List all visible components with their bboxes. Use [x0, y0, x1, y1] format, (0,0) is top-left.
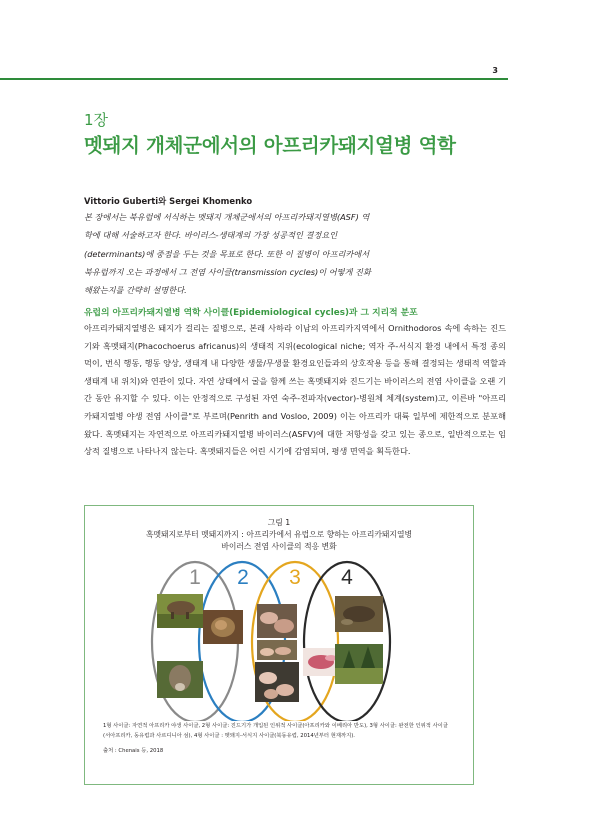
figure-box	[84, 505, 474, 785]
stage-3-number: 3	[289, 566, 301, 589]
chapter-title: 멧돼지 개체군에서의 아프리카돼지열병 역학	[84, 134, 456, 157]
warthog-photo	[157, 594, 203, 628]
body-paragraph: 아프리카돼지열병은 돼지가 걸리는 질병으로, 본래 사하라 이남의 아프리카지역에서 Ornithodoros 속에 속하는 진드기와 혹멧돼지(Phacochoerus africanus)의 생태적 지위(ecological niche; 역자 주-서식지 환경 내에서 특정 종의 먹이, 번식 행동, 행동 양상, 생태계 내 다양한 생물/무생물 환경요인들과의 상호작용 등을 통해 결정되는 생태적 역할과 생태계 내 위치)와 연관이 있다. 자연 상태에서 굴을 함께 쓰는 혹멧돼지와 진드기는 바이러스의 전염 사이클을 오랜 기간 동안 유지할 수 있다. 이는 안정적으로 구성된 자연 숙주-전파자(vector)-병원체 체계(system)고, 이른바 "아프리카돼지열병 야생 전염 사이클"로 부르며(Penrith and Vosloo, 2009) 이는 아프리카 대륙 일부에 제한적으로 분포해왔다. 혹멧돼지는 자연적으로 아프리카돼지열병 바이러스(ASFV)에 대한 저항성을 갖고 있는 종으로, 일반적으로는 임상적 질병으로 나타나지 않는다. 혹멧돼지들은 어린 시기에 감염되며, 평생 면역을 획득한다.	[84, 323, 506, 457]
section-heading: 유럽의 아프리카돼지열병 역학 사이클(Epidemiological cycles)과 그 지리적 분포	[84, 308, 418, 318]
chapter-label: 1장	[84, 111, 109, 129]
header-rule	[0, 78, 508, 80]
abstract: 본 장에서는 북유럽에 서식하는 멧돼지 개체군에서의 아프리카돼지열병(ASF) 역학에 대해 서술하고자 한다. 바이러스-생태계의 가장 성공적인 결정요인(determinants)에 중점을 두는 것을 목표로 한다. 또한 이 질병이 아프리카에서 북유럽까지 오는 과정에서 그 전염 사이클(transmission cycles)이 어떻게 진화해왔는지를 간략히 설명한다.	[84, 212, 371, 296]
piglets-photo	[255, 662, 299, 702]
page-number: 3	[492, 66, 498, 75]
figure-caption: 1형 사이클: 자연적 아프리카 야생 사이클, 2형 사이클: 진드기가 개입된 인위적 사이클(아프리카와 이베리아 반도), 3형 사이클: 완전한 인위적 사이클(서아프리카, 동유럽과 사르디니아 섬), 4형 사이클 : 멧돼지-서식지 사이클(북동유럽, 2014년부터 현재까지).	[103, 723, 448, 739]
figure-title: 그림 1	[267, 518, 291, 527]
figure-subtitle-line1: 혹멧돼지로부터 멧돼지까지 : 아프리카에서 유럽으로 향하는 아프리카돼지열병	[145, 530, 413, 539]
authors: Vittorio Guberti와 Sergei Khomenko	[84, 196, 253, 206]
stage-2-number: 2	[237, 566, 249, 589]
figure-subtitle-line2: 바이러스 전염 사이클의 적응 변화	[221, 542, 337, 551]
warthog-head-photo	[157, 661, 203, 698]
stage-4-number: 4	[341, 566, 353, 589]
tick-photo	[203, 610, 243, 644]
forest-habitat-photo	[335, 644, 383, 684]
wild-boar-photo	[335, 596, 383, 632]
figure-subtitle	[85, 529, 473, 553]
domestic-pigs-photo	[257, 604, 297, 638]
figure-source: 출처 : Chenais 등, 2018	[103, 748, 164, 754]
pig-herd-photo	[257, 640, 297, 660]
stage-1-number: 1	[189, 566, 201, 589]
transmission-cycle-diagram	[85, 556, 475, 721]
